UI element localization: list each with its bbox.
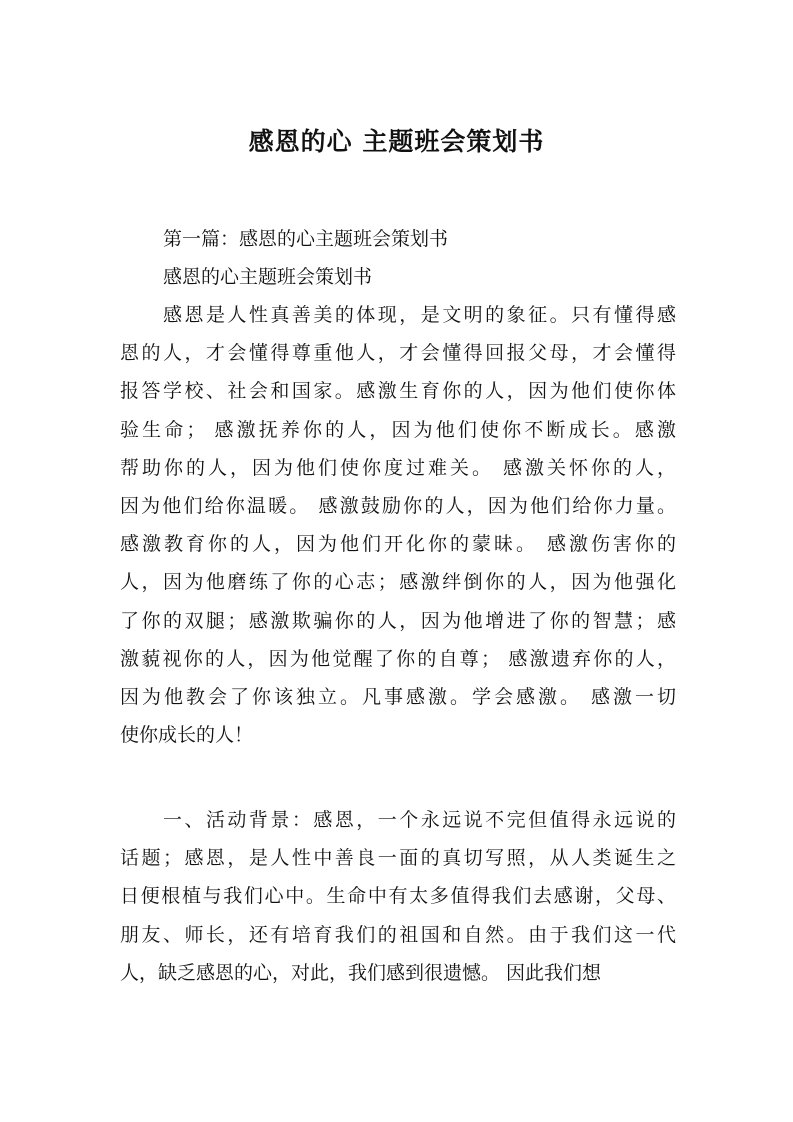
text-line: 日便根植与我们心中。生命中有太多值得我们去感谢，父母、 bbox=[120, 885, 676, 908]
text-line: 因为他教会了你该独立。凡事感激。学会感激。 感激一切 bbox=[120, 686, 676, 708]
document-title: 感恩的心 主题班会策划书 bbox=[248, 127, 545, 156]
text-line: 验生命； 感激抚养你的人，因为他们使你不断成长。感激 bbox=[120, 418, 676, 441]
text-line: 使你成长的人！ bbox=[120, 724, 254, 747]
text-line: 了你的双腿；感激欺骗你的人，因为他增进了你的智慧；感 bbox=[120, 609, 676, 632]
text-line: 因为他们给你温暖。 感激鼓励你的人，因为他们给你力量。 bbox=[120, 495, 676, 517]
section-heading: 第一篇：感恩的心主题班会策划书 bbox=[163, 228, 449, 250]
text-line: 话题；感恩，是人性中善良一面的真切写照，从人类诞生之 bbox=[120, 847, 676, 870]
text-line: 感激教育你的人，因为他们开化你的蒙昧。 感激伤害你的 bbox=[120, 533, 676, 556]
text-line: 人，因为他磨练了你的心志；感激绊倒你的人，因为他强化 bbox=[120, 571, 676, 594]
text-line: 一、活动背景：感恩，一个永远说不完但值得永远说的 bbox=[163, 809, 676, 831]
text-line: 帮助你的人，因为他们使你度过难关。 感激关怀你的人， bbox=[120, 456, 676, 479]
text-line: 朋友、师长，还有培育我们的祖国和自然。由于我们这一代 bbox=[120, 923, 676, 946]
text-line: 恩的人，才会懂得尊重他人，才会懂得回报父母，才会懂得 bbox=[120, 342, 676, 365]
subheading: 感恩的心主题班会策划书 bbox=[163, 266, 373, 288]
text-line: 激藐视你的人，因为他觉醒了你的自尊； 感激遗弃你的人， bbox=[120, 647, 676, 670]
text-line: 感恩是人性真善美的体现，是文明的象征。只有懂得感 bbox=[163, 304, 676, 326]
text-line: 报答学校、社会和国家。感激生育你的人，因为他们使你体 bbox=[120, 380, 676, 403]
text-line: 人，缺乏感恩的心，对此，我们感到很遗憾。 因此我们想 bbox=[120, 961, 602, 984]
